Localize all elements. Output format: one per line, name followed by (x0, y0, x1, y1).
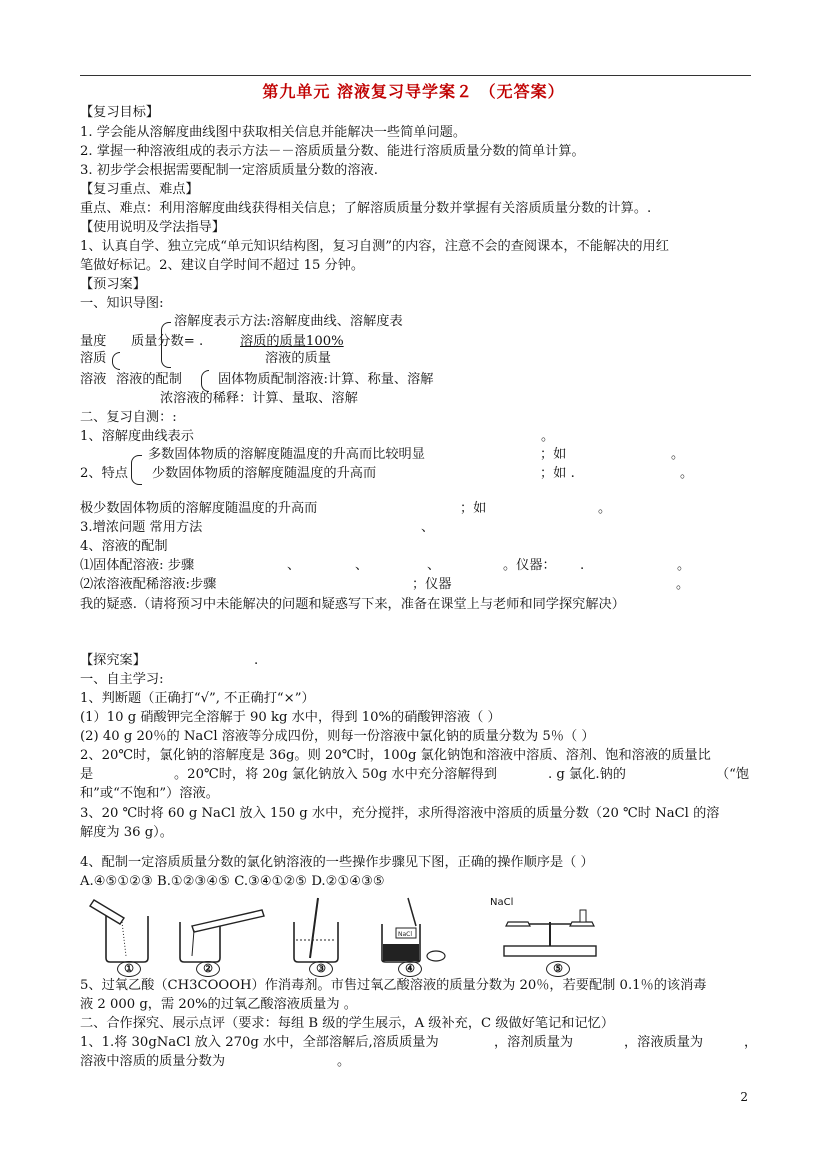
q4-1-mark-3: 、 (427, 558, 441, 573)
q4-2-end: 。 (676, 577, 690, 592)
figure-2-measuring (172, 896, 268, 976)
q4-1-mark-1: 、 (287, 558, 301, 573)
q1-text: 1、溶解度曲线表示 (80, 429, 194, 444)
s2-line-2a: 是 (80, 767, 94, 782)
map-brace-3 (201, 370, 209, 392)
q4-1-mark-6: 。 (677, 558, 691, 573)
procedure-figures (80, 896, 720, 976)
figure-2-label: ② (196, 961, 220, 977)
c1-line-2b: 。 (337, 1054, 351, 1069)
q2-c: 极少数固体物质的溶解度随温度的升高而 (80, 501, 318, 516)
q3-tail: 、 (421, 520, 435, 535)
goal-2: 2. 掌握一种溶液组成的表示方法－－溶质质量分数、能进行溶质质量分数的简单计算。 (80, 144, 585, 159)
q2-b-end: 。 (680, 466, 694, 481)
figure-5-nacl-label: NaCl (490, 897, 514, 908)
figure-4-label: ④ (398, 961, 422, 977)
s4-line-1: 4、配制一定溶质质量分数的氯化钠溶液的一些操作步骤见下图，正确的操作顺序是（ ） (80, 855, 594, 870)
map-solute: 溶质 (80, 351, 107, 366)
part-2-heading: 二、复习自测：: (80, 410, 177, 425)
section-explore-dot: . (254, 653, 259, 668)
s2-line-3: 和”或“不饱和”）溶液。 (80, 786, 219, 801)
s4-options: A.④⑤①②③ B.①②③④⑤ C.③④①②⑤ D.②①④③⑤ (80, 874, 385, 889)
c1-line-1d: ， (744, 1035, 758, 1050)
s2-line-2b: 。20℃时，将 20g 氯化钠放入 50g 水中充分溶解得到 (174, 767, 497, 782)
goal-3: 3. 初步学会根据需要配制一定溶质质量分数的溶液. (80, 163, 378, 178)
usage-1: 1、认真自学、独立完成“单元知识结构图，复习自测”的内容，注意不会的查阅课本，不能解决的用红 (80, 239, 669, 254)
self-study-heading: 一、自主学习: (80, 672, 164, 687)
figure-1-label: ① (117, 961, 141, 977)
part-1-heading: 一、知识导图: (80, 296, 164, 311)
judge-heading: 1、判断题（正确打“√”, 不正确打“×”） (80, 691, 315, 706)
q2-c-tail: ；如 (460, 501, 487, 516)
q2-b-tail: ；如 . (540, 466, 575, 481)
s5-line-2: 液 2 000 g，需 20%的过氧乙酸溶液质量为 。 (80, 997, 357, 1012)
map-dilution: 浓溶液的稀释：计算、量取、溶解 (160, 391, 358, 406)
map-solid-prep: 固体物质配制溶液:计算、称量、溶解 (218, 372, 434, 387)
section-preview: 【预习案】 (80, 277, 146, 292)
usage-2: 笔做好标记。2、建议自学时间不超过 15 分钟。 (80, 258, 365, 273)
q4-text: 4、溶液的配制 (80, 539, 168, 554)
c1-line-2: 溶液中溶质的质量分数为 (80, 1054, 226, 1069)
c1-line-1c: ，溶液质量为 (624, 1035, 704, 1050)
c1-line-1: 1、1.将 30gNaCl 放入 270g 水中，全部溶解后,溶质质量为 (80, 1035, 439, 1050)
q2-label: 2、特点 (80, 466, 128, 481)
map-numerator: 溶质的质量100% (240, 334, 344, 349)
judge-1: (1）10 g 硝酸钾完全溶解于 90 kg 水中，得到 10%的硝酸钾溶液（ ） (80, 710, 501, 725)
s3-line-1: 3、20 ℃时将 60 g NaCl 放入 150 g 水中，充分搅拌，求所得溶液中溶质的质量分数（20 ℃时 NaCl 的溶 (80, 806, 720, 821)
svg-text:NaCl: NaCl (398, 931, 413, 938)
figure-5-label: ⑤ (546, 961, 570, 977)
section-explore: 【探究案】 (80, 653, 146, 668)
q4-1-mark-5: . (580, 558, 585, 573)
section-key: 【复习重点、难点】 (80, 182, 199, 197)
q4-2: ⑵浓溶液配稀溶液:步骤 (80, 577, 217, 592)
section-usage: 【使用说明及学法指导】 (80, 220, 226, 235)
q2-a-tail: ；如 (540, 447, 567, 462)
page-number: 2 (740, 1090, 748, 1104)
s2-line-2c: . g 氯化.钠的 (548, 767, 626, 782)
q4-1-mark-4: 。仪器： (503, 558, 556, 573)
q2-a-end: 。 (671, 447, 685, 462)
goal-1: 1. 学会能从溶解度曲线图中获取相关信息并能解决一些简单问题。 (80, 125, 467, 140)
figure-3-label: ③ (309, 961, 333, 977)
q4-2-tail: ；仪器 (412, 577, 452, 592)
q2-b: 少数固体物质的溶解度随温度的升高而 (152, 466, 377, 481)
q2-a: 多数固体物质的溶解度随温度的升高而比较明显 (148, 447, 425, 462)
q2-c-end: 。 (598, 501, 612, 516)
section-goal: 【复习目标】 (80, 105, 160, 120)
q4-1: ⑴固体配溶液: 步骤 (80, 558, 195, 573)
q3-text: 3.增浓问题 常用方法 (80, 520, 203, 535)
q4-1-mark-2: 、 (355, 558, 369, 573)
q1-end: 。 (541, 429, 555, 444)
map-mass-frac: 质量分数= . (131, 334, 204, 349)
s2-line-1: 2、20℃时，氯化钠的溶解度是 36g。则 20℃时，100g 氯化钠饱和溶液中溶质、溶剂、饱和溶液的质量比 (80, 748, 711, 763)
map-denominator: 溶液的质量 (265, 351, 331, 366)
coop-heading: 二、合作探究、展示点评（要求：每组 B 级的学生展示，A 级补充，C 级做好笔记和记忆） (80, 1016, 615, 1031)
map-prep: 溶液的配制 (116, 372, 182, 387)
map-solution: 溶液 (80, 372, 107, 387)
key-text: 重点、难点：利用溶解度曲线获得相关信息；了解溶质质量分数并掌握有关溶质质量分数的计算。. (80, 201, 652, 216)
map-brace-2 (112, 352, 120, 370)
judge-2: (2) 40 g 20％的 NaCl 溶液等分成四份，则每一份溶液中氯化钠的质量分数为 5％（ ） (80, 729, 595, 744)
q2-brace (131, 455, 142, 485)
header-rule (80, 75, 751, 76)
doubt-text: 我的疑惑.（请将预习中未能解决的问题和疑惑写下来，准备在课堂上与老师和同学探究解决） (80, 597, 625, 612)
s5-line-1: 5、过氧乙酸（CH3COOOH）作消毒剂。市售过氧乙酸溶液的质量分数为 20％，若要配制 0.1％的该消毒 (80, 978, 707, 993)
map-solubility: 溶解度表示方法:溶解度曲线、溶解度表 (174, 314, 403, 329)
s2-line-2d: （“饱 (716, 767, 750, 782)
map-amount: 量度 (80, 334, 107, 349)
c1-line-1b: ，溶剂质量为 (494, 1035, 574, 1050)
page-title: 第九单元 溶液复习导学案２ （无答案） (262, 82, 565, 101)
s3-line-2: 解度为 36 g）。 (80, 825, 173, 840)
